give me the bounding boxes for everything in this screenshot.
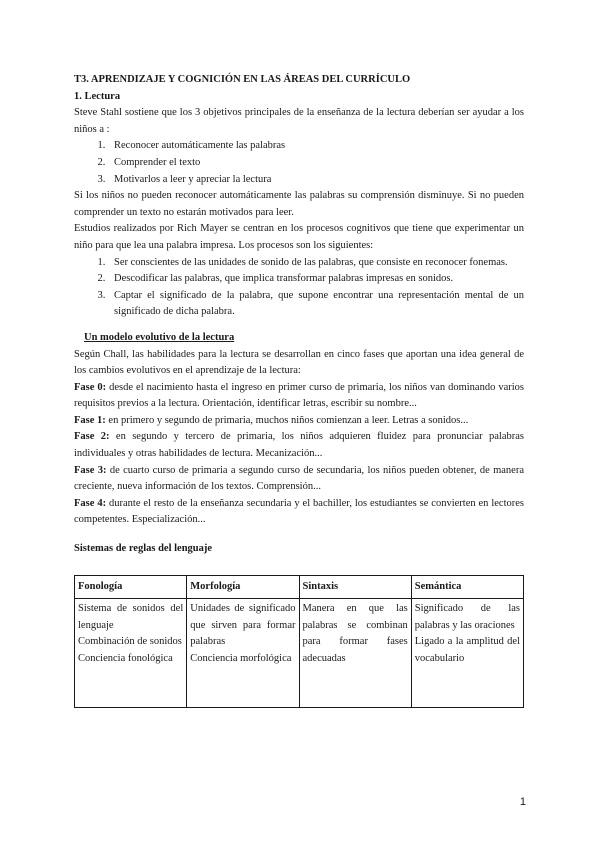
phase-3: [74, 463, 524, 496]
cell-line: Conciencia fonológica: [78, 653, 173, 664]
document-title: T3. APRENDIZAJE Y COGNICIÓN EN LAS ÁREAS DEL CURRÍCULO: [74, 74, 411, 85]
paragraph: Según Chall, las habilidades para la lectura se desarrollan en cinco fases que aportan una idea general de los cambios evolutivos en el aprendizaje de la lectura:: [74, 348, 524, 377]
phase-text: durante el resto de la enseñanza secundaria y el bachiller, los estudiantes se convierten en lectores competentes. Especialización...: [74, 497, 524, 526]
paragraph: Estudios realizados por Rich Mayer se centran en los procesos cognitivos que tiene que experimentar un niño para que lea una palabra impresa. Los procesos son los siguientes:: [74, 223, 524, 251]
processes-list: [74, 255, 524, 321]
subheading-modelo-evolutivo: Un modelo evolutivo de la lectura: [84, 331, 235, 343]
list-item: 3. Captar el significado de la palabra, que supone encontrar una representación mental de un significado de dicha palabra.: [108, 288, 524, 321]
table-cell-fonologia: [75, 599, 187, 708]
objectives-list: [74, 138, 524, 188]
cell-line: Conciencia morfológica: [190, 653, 292, 664]
page-number: 1: [519, 796, 526, 808]
paragraph: Si los niños no pueden reconocer automáticamente las palabras su comprensión disminuye. Si no pueden comprender un texto no estarán motivados para leer.: [74, 190, 524, 218]
table-header-row: [75, 575, 524, 599]
cell-line: Sistema de sonidos del lenguaje: [78, 603, 184, 631]
subheading-sistemas: Sistemas de reglas del lenguaje: [74, 543, 213, 555]
table-row: [75, 599, 524, 708]
table-header: Semántica: [411, 575, 523, 599]
section-heading-lectura: 1. Lectura: [74, 90, 121, 102]
list-item: 3. Motivarlos a leer y apreciar la lectura: [108, 172, 524, 189]
phase-text: desde el nacimiento hasta el ingreso en primer curso de primaria, los niños van dominando varios requisitos previos a la lectura. Orientación, identificar letras, escribir su nombre...: [74, 381, 524, 410]
phase-text: en segundo y tercero de primaria, los niños adquieren fluidez para pronunciar palabras individuales y otras habilidades de lectura. Mecanización...: [74, 431, 524, 460]
table-header: Sintaxis: [299, 575, 411, 599]
language-systems-table: [74, 575, 524, 709]
phase-label: Fase 1:: [74, 414, 106, 426]
phase-text: de cuarto curso de primaria a segundo curso de secundaria, los niños pueden obtener, de manera creciente, nueva información de los textos. Comprensión...: [74, 464, 524, 493]
table-header: Fonología: [75, 575, 187, 599]
cell-line: Unidades de significado que sirven para formar palabras: [190, 603, 296, 648]
list-item: 1. Ser conscientes de las unidades de sonido de las palabras, que consiste en reconocer fonemas.: [108, 255, 524, 272]
document-page: [74, 72, 524, 708]
list-item: 2. Comprender el texto: [108, 155, 524, 172]
phase-1: [74, 413, 524, 430]
table-cell-sintaxis: [299, 599, 411, 708]
phase-label: Fase 0:: [74, 381, 107, 393]
cell-line: Combinación de sonidos: [78, 636, 182, 648]
phase-label: Fase 3:: [74, 464, 107, 476]
phase-text: en primero y segundo de primaria, muchos niños comienzan a leer. Letras a sonidos...: [105, 414, 469, 426]
lectura-intro: Steve Stahl sostiene que los 3 objetivos principales de la enseñanza de la lectura deberían ser ayudar a los niños a :: [74, 107, 524, 135]
cell-line: Significado de las palabras y las oraciones: [414, 603, 520, 631]
list-item: 1. Reconocer automáticamente las palabras: [108, 138, 524, 155]
phase-label: Fase 2:: [74, 431, 110, 443]
table-cell-morfologia: [187, 599, 299, 708]
phase-label: Fase 4:: [74, 497, 107, 509]
phase-0: [74, 380, 524, 413]
phase-4: [74, 496, 524, 529]
cell-line: Ligado a la amplitud del vocabulario: [414, 636, 520, 664]
table-cell-semantica: [411, 599, 523, 708]
cell-line: Manera en que las palabras se combinan para formar fases adecuadas: [302, 603, 408, 664]
list-item: 2. Descodificar las palabras, que implica transformar palabras impresas en sonidos.: [108, 271, 524, 288]
table-header: Morfología: [187, 575, 299, 599]
phase-2: [74, 429, 524, 462]
